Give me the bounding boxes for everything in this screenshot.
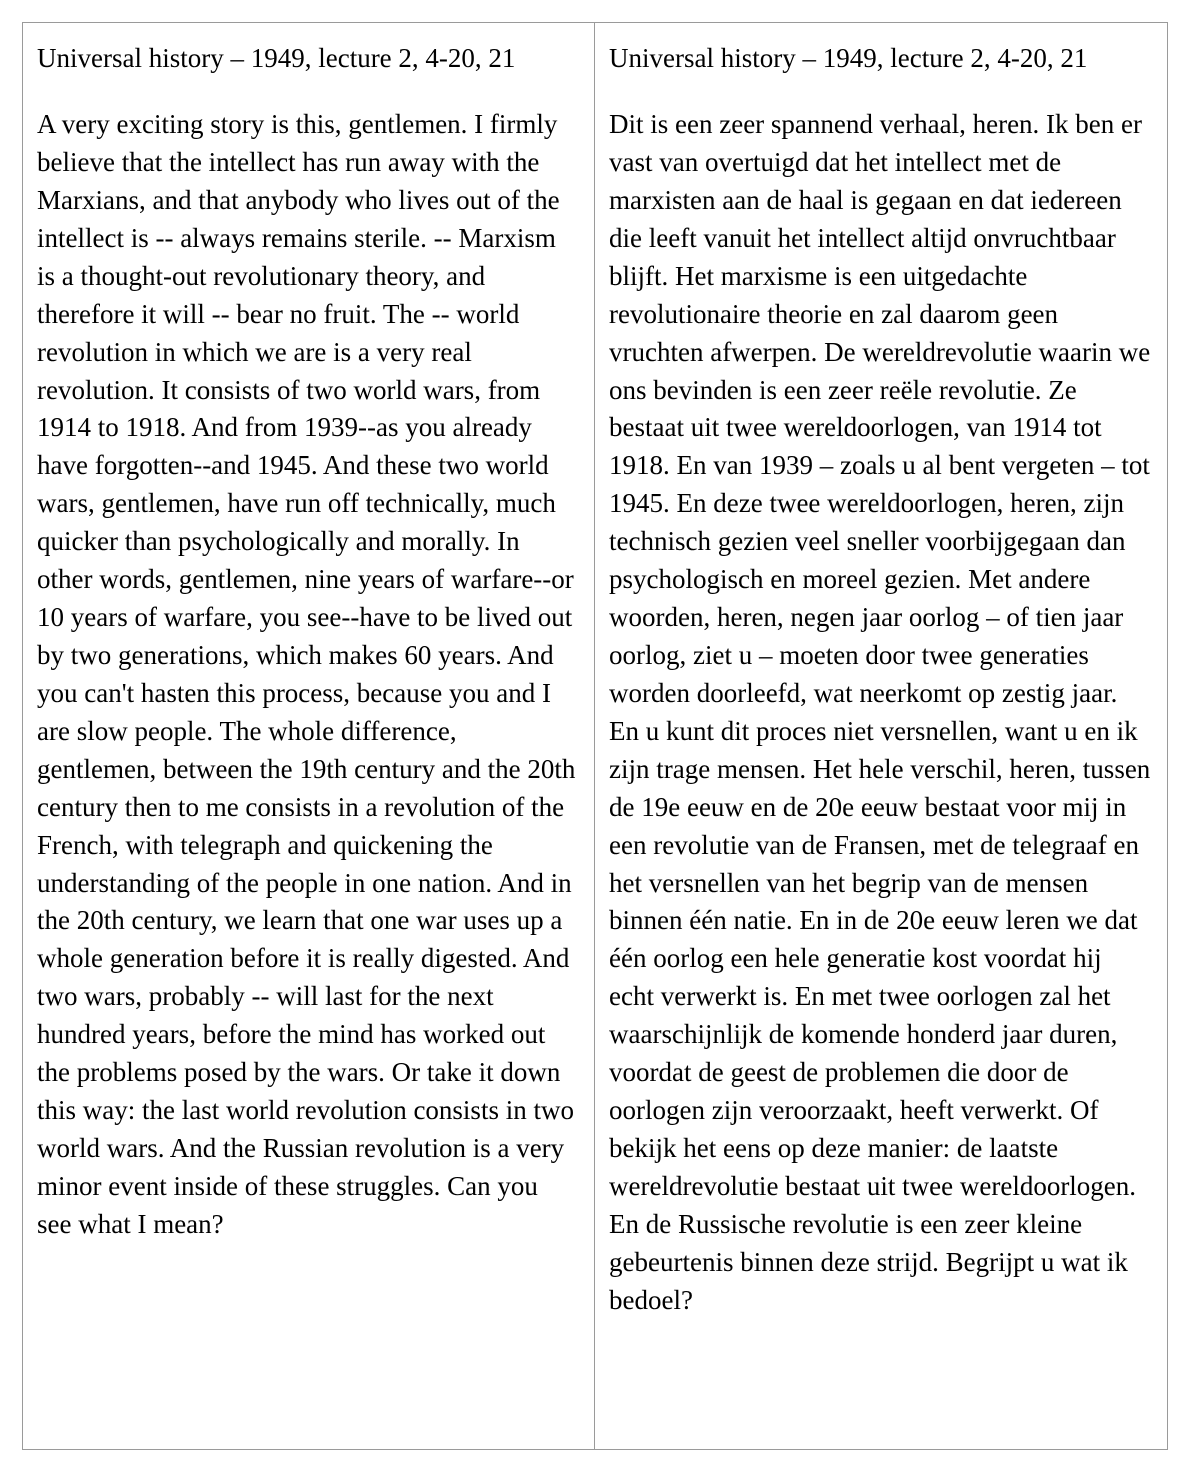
bilingual-table [22, 22, 1168, 1450]
column-body-english: A very exciting story is this, gentlemen. I firmly believe that the intellect has run away with the Marxians, and that anybody who lives out of the intellect is -- always remains sterile. -- Marxism is a thought-out revolutionary theory, and therefore it will -- bear no fruit. The -- world revolution in which we are is a very real revolution. It consists of two world wars, from 1914 to 1918. And from 1939--as you already have forgotten--and 1945. And these two world wars, gentlemen, have run off technically, much quicker than psychologically and morally. In other words, gentlemen, nine years of warfare--or 10 years of warfare, you see--have to be lived out by two generations, which makes 60 years. And you can't hasten this process, because you and I are slow people. The whole difference, gentlemen, between the 19th century and the 20th century then to me consists in a revolution of the French, with telegraph and quickening the understanding of the people in one nation. And in the 20th century, we learn that one war uses up a whole generation before it is really digested. And two wars, probably -- will last for the next hundred years, before the mind has worked out the problems posed by the wars. Or take it down this way: the last world revolution consists in two world wars. And the Russian revolution is a very minor event inside of these struggles. Can you see what I mean? [37, 109, 576, 1239]
column-heading-dutch: Universal history – 1949, lecture 2, 4-20, 21 [609, 43, 1088, 73]
table-cell-english [23, 23, 595, 1449]
column-body-dutch: Dit is een zeer spannend verhaal, heren. Ik ben er vast van overtuigd dat het intellect met de marxisten aan de haal is gegaan en dat iedereen die leeft vanuit het intellect altijd onvruchtbaar blijft. Het marxisme is een uitgedachte revolutionaire theorie en zal daarom geen vruchten afwerpen. De wereldrevolutie waarin we ons bevinden is een zeer reële revolutie. Ze bestaat uit twee wereldoorlogen, van 1914 tot 1918. En van 1939 – zoals u al bent vergeten – tot 1945. En deze twee wereldoorlogen, heren, zijn technisch gezien veel sneller voorbijgegaan dan psychologisch en moreel gezien. Met andere woorden, heren, negen jaar oorlog – of tien jaar oorlog, ziet u – moeten door twee generaties worden doorleefd, wat neerkomt op zestig jaar. En u kunt dit proces niet versnellen, want u en ik zijn trage mensen. Het hele verschil, heren, tussen de 19e eeuw en de 20e eeuw bestaat voor mij in een revolutie van de Fransen, met de telegraaf en het versnellen van het begrip van de mensen binnen één natie. En in de 20e eeuw leren we dat één oorlog een hele generatie kost voordat hij echt verwerkt is. En met twee oorlogen zal het waarschijnlijk de komende honderd jaar duren, voordat de geest de problemen die door de oorlogen zijn veroorzaakt, heeft verwerkt. Of bekijk het eens op deze manier: de laatste wereldrevolutie bestaat uit twee wereldoorlogen. En de Russische revolutie is een zeer kleine gebeurtenis binnen deze strijd. Begrijpt u wat ik bedoel? [609, 109, 1151, 1315]
column-heading-english: Universal history – 1949, lecture 2, 4-20, 21 [37, 43, 516, 73]
table-cell-dutch [595, 23, 1167, 1449]
